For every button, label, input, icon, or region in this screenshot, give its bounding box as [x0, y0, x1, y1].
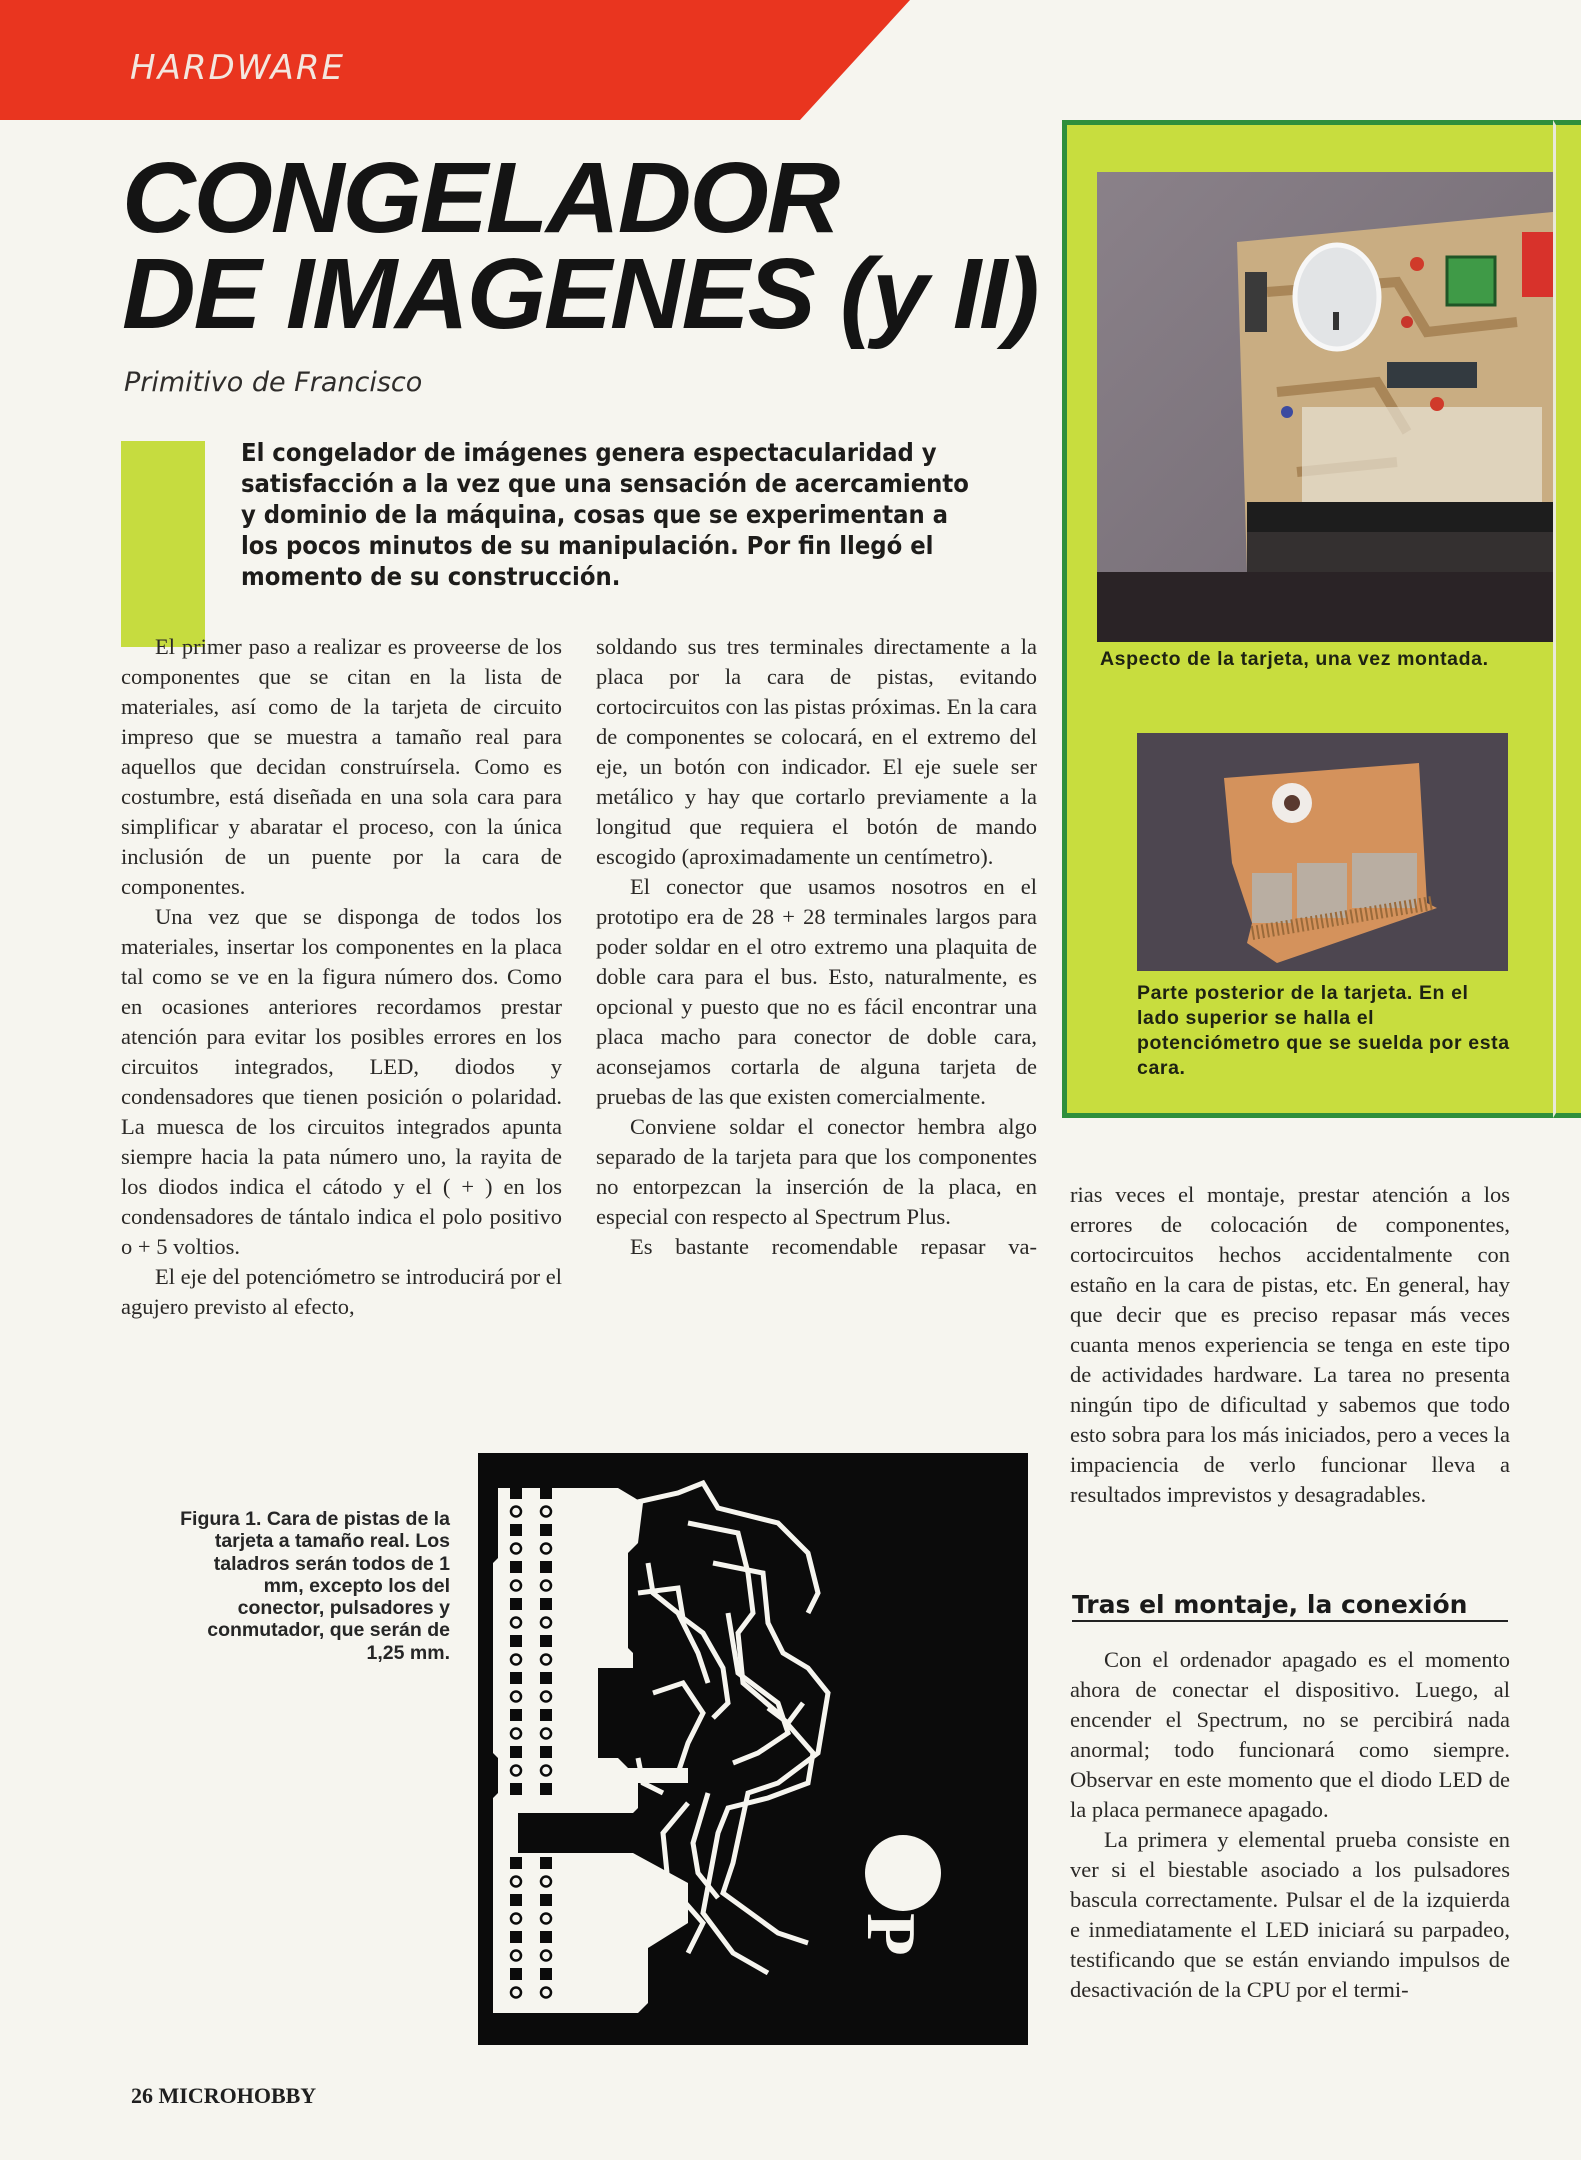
pcb-pad [510, 1746, 522, 1758]
pcb-pad [540, 1672, 552, 1684]
article-title [122, 142, 1038, 350]
pcb-pad [510, 1561, 522, 1573]
title-line-2: DE IMAGENES (y II) [122, 238, 1038, 350]
page-footer: 26 MICROHOBBY [131, 2083, 317, 2108]
pcb-pad [510, 1783, 522, 1795]
body-column-2 [596, 632, 1037, 1262]
pcb-track-layout-figure [478, 1453, 1028, 2045]
pcb-pad [540, 1857, 552, 1869]
pcb-pad [540, 1783, 552, 1795]
paragraph: El primer paso a realizar es proveerse de los componentes que se citan en la lista de materiales, así como de la tarjeta de circuito impreso que se muestra a tamaño real para aquellos que decidan construírsela. Como es costumbre, está diseñada en una sola cara para simplificar y abaratar el proceso, con la única inclusión de un puente por la cara de componentes. [121, 634, 562, 899]
pcb-pad [540, 1487, 552, 1499]
pcb-pad [510, 1968, 522, 1980]
pcb-pad [510, 1524, 522, 1536]
intro-lead: El congelador de imágenes genera espectacularidad y satisfacción a la vez que una sensación de acercamiento y dominio de la máquina, cosas que se experimentan a los pocos minutos de su manipulación. Por fin llegó el momento de su construcción. [241, 438, 969, 591]
paragraph: Con el ordenador apagado es el momento ahora de conectar el dispositivo. Luego, al encender el Spectrum, no se percibirá nada anormal; todo funcionará como siempre. Observar en este momento que el diodo LED de la placa permanece apagado. [1070, 1647, 1510, 1822]
section-label: HARDWARE [130, 48, 345, 88]
author-byline: Primitivo de Francisco [124, 367, 423, 398]
next-page-edge [1553, 120, 1581, 1118]
pcb-pad [510, 1635, 522, 1647]
photo-assembled-board [1097, 172, 1553, 642]
intro-accent-bar [121, 441, 205, 647]
pcb-pad [540, 1968, 552, 1980]
pcb-pad [540, 1635, 552, 1647]
paragraph: Es bastante recomendable repasar va- [630, 1234, 1037, 1259]
pcb-mark: P [852, 1913, 929, 1956]
pcb-pad [510, 1672, 522, 1684]
body-column-1 [121, 632, 562, 1322]
paragraph: Una vez que se disponga de todos los materiales, insertar los componentes en la placa tal como se ve en la figura número dos. Como en ocasiones anteriores recordamos prestar atención para evitar los posibles errores en los circuitos integrados, LED, diodos y condensadores que tienen posición o polaridad. La muesca de los circuitos integrados apunta siempre hacia la pata número uno, la rayita de los diodos indica el cátodo y el ( + ) en los condensadores de tántalo indica el polo positivo o + 5 voltios. [121, 904, 562, 1259]
pcb-pad [540, 1894, 552, 1906]
pcb-pad [510, 1931, 522, 1943]
pcb-pad [540, 1709, 552, 1721]
photo-caption-1: Aspecto de la tarjeta, una vez montada. [1100, 648, 1489, 670]
pcb-pad [540, 1931, 552, 1943]
paragraph: El eje del potenciómetro se introducirá por el agujero previsto al efecto, [121, 1264, 562, 1319]
pcb-pad [540, 1746, 552, 1758]
paragraph: soldando sus tres terminales directamente a la placa por la cara de pistas, evitando cortocircuitos con las pistas próximas. En la cara de componentes se colocará, en el extremo del eje, un botón con indicador. El eje suele ser metálico y hay que cortarlo previamente a la longitud que requiera el botón de mando escogido (aproximadamente un centímetro). [596, 634, 1037, 869]
title-line-1: CONGELADOR [122, 142, 839, 254]
body-column-3 [1070, 1180, 1510, 1510]
pcb-pad [510, 1857, 522, 1869]
figure-caption: Figura 1. Cara de pistas de la tarjeta a tamaño real. Los taladros serán todos de 1 mm, excepto los del conector, pulsadores y conmutador, que serán de 1,25 mm. [180, 1508, 450, 1664]
section-subheading: Tras el montaje, la conexión [1072, 1590, 1508, 1622]
pcb-pad [510, 1709, 522, 1721]
paragraph: El conector que usamos nosotros en el prototipo era de 28 + 28 terminales largos para poder soldar en el otro extremo una plaquita de doble cara para el bus. Esto, naturalmente, es opcional y puesto que no es fácil encontrar una placa macho para conector de doble cara, aconsejamos cortarla de alguna tarjeta de pruebas de las que existen comercialmente. [596, 874, 1037, 1109]
pcb-pad [510, 1598, 522, 1610]
pcb-pad [510, 1487, 522, 1499]
paragraph: La primera y elemental prueba consiste en ver si el biestable asociado a los pulsadores bascula correctamente. Pulsar el de la izquierda e inmediatamente el LED iniciará su parpadeo, testificando que se están enviando impulsos de desactivación de la CPU por el termi- [1070, 1827, 1510, 2002]
pcb-pad [540, 1524, 552, 1536]
pcb-pad [510, 1894, 522, 1906]
paragraph: rias veces el montaje, prestar atención a los errores de colocación de componentes, cortocircuitos hechos accidentalmente con estaño en la cara de pistas, etc. En general, hay que decir que es preciso repasar más veces cuanta menos experiencia se tenga en este tipo de actividades hardware. La tarea no presenta ningún tipo de dificultad y sabemos que todo esto sobra para los más iniciados, pero a veces la impaciencia de verlo funcionar lleva a resultados imprevistos y desagradables. [1070, 1182, 1510, 1507]
pcb-pad [540, 1561, 552, 1573]
pcb-pad [540, 1598, 552, 1610]
photo-caption-2: Parte posterior de la tarjeta. En el lado superior se halla el potenciómetro que se suelda por esta cara. [1137, 982, 1510, 1079]
paragraph: Conviene soldar el conector hembra algo separado de la tarjeta para que los componentes no entorpezcan la inserción de la placa, en especial con respecto al Spectrum Plus. [596, 1114, 1037, 1229]
photo-board-back [1137, 733, 1508, 971]
body-column-3-continued [1070, 1645, 1510, 2005]
